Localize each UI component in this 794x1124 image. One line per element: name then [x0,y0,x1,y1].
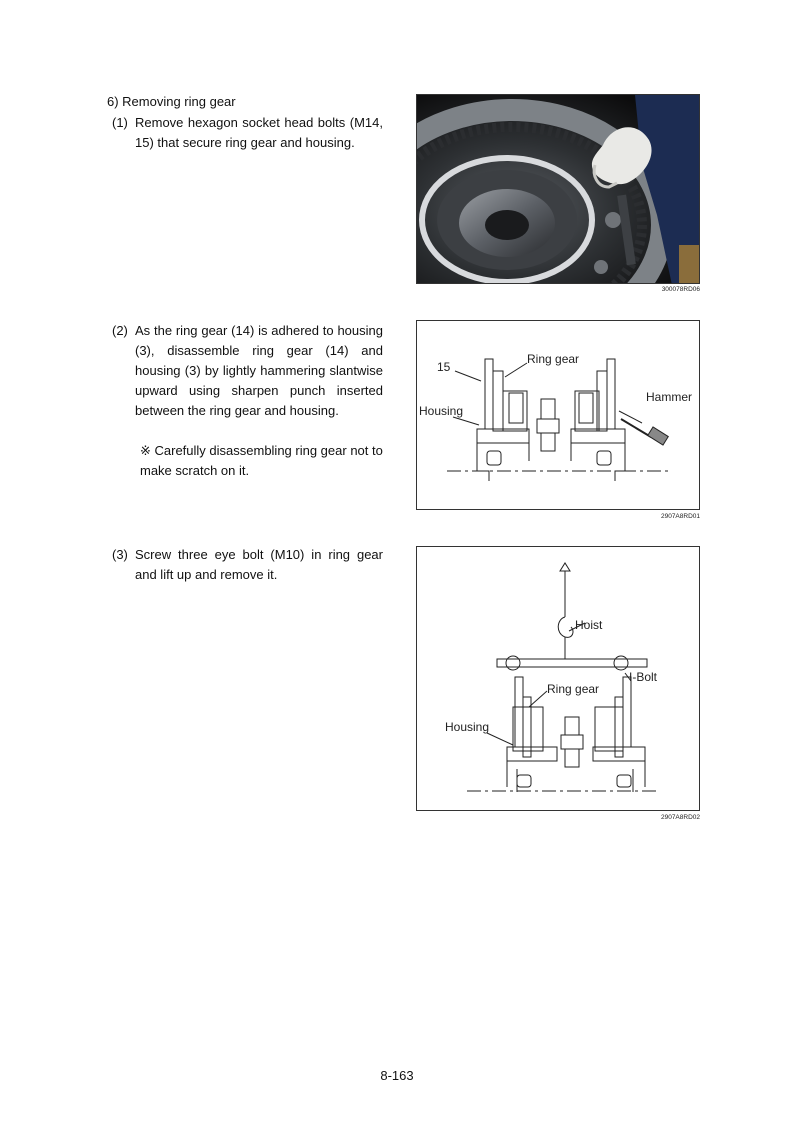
step-3 [112,545,384,589]
step-text: Screw three eye bolt (M10) in ring gear and lift up and remove it. [135,547,383,582]
label-i-bolt: I-Bolt [629,670,658,684]
figure-diagram-hoist [416,546,700,811]
figure-caption: 2907A8RD02 [660,814,700,821]
step-number: (3) [112,547,128,562]
label-housing: Housing [419,404,464,418]
step-text: As the ring gear (14) is adhered to housing (3), disassemble ring gear (14) and housing (3) by lightly hammering slantwise upward using sharpen punch inserted between the ring gear and housing. [135,323,383,418]
step-2 [112,321,384,486]
step-1 [112,113,384,157]
step-text: Remove hexagon socket head bolts (M14, 15) that secure ring gear and housing. [135,115,383,150]
step-number: (2) [112,323,128,338]
section-title: 6) Removing ring gear [107,94,236,109]
diagram-hoist-lift [417,547,700,811]
label-housing: Housing [445,720,490,734]
photo-ring-gear-removal [417,95,700,284]
label-bolt-15: 15 [437,360,451,374]
label-hoist: Hoist [575,618,603,632]
figure-caption: 300078RD06 [661,286,700,293]
diagram-ring-gear-housing [417,321,700,510]
step-number: (1) [112,115,128,130]
label-hammer: Hammer [646,390,693,404]
figure-photo [416,94,700,284]
figure-caption: 2907A8RD01 [660,513,700,520]
step-note: ※ Carefully disassembling ring gear not to make scratch on it. [140,443,383,478]
page-number: 8-163 [380,1068,414,1083]
label-ring-gear: Ring gear [527,352,580,366]
label-ring-gear: Ring gear [547,682,600,696]
figure-diagram-hammering [416,320,700,510]
